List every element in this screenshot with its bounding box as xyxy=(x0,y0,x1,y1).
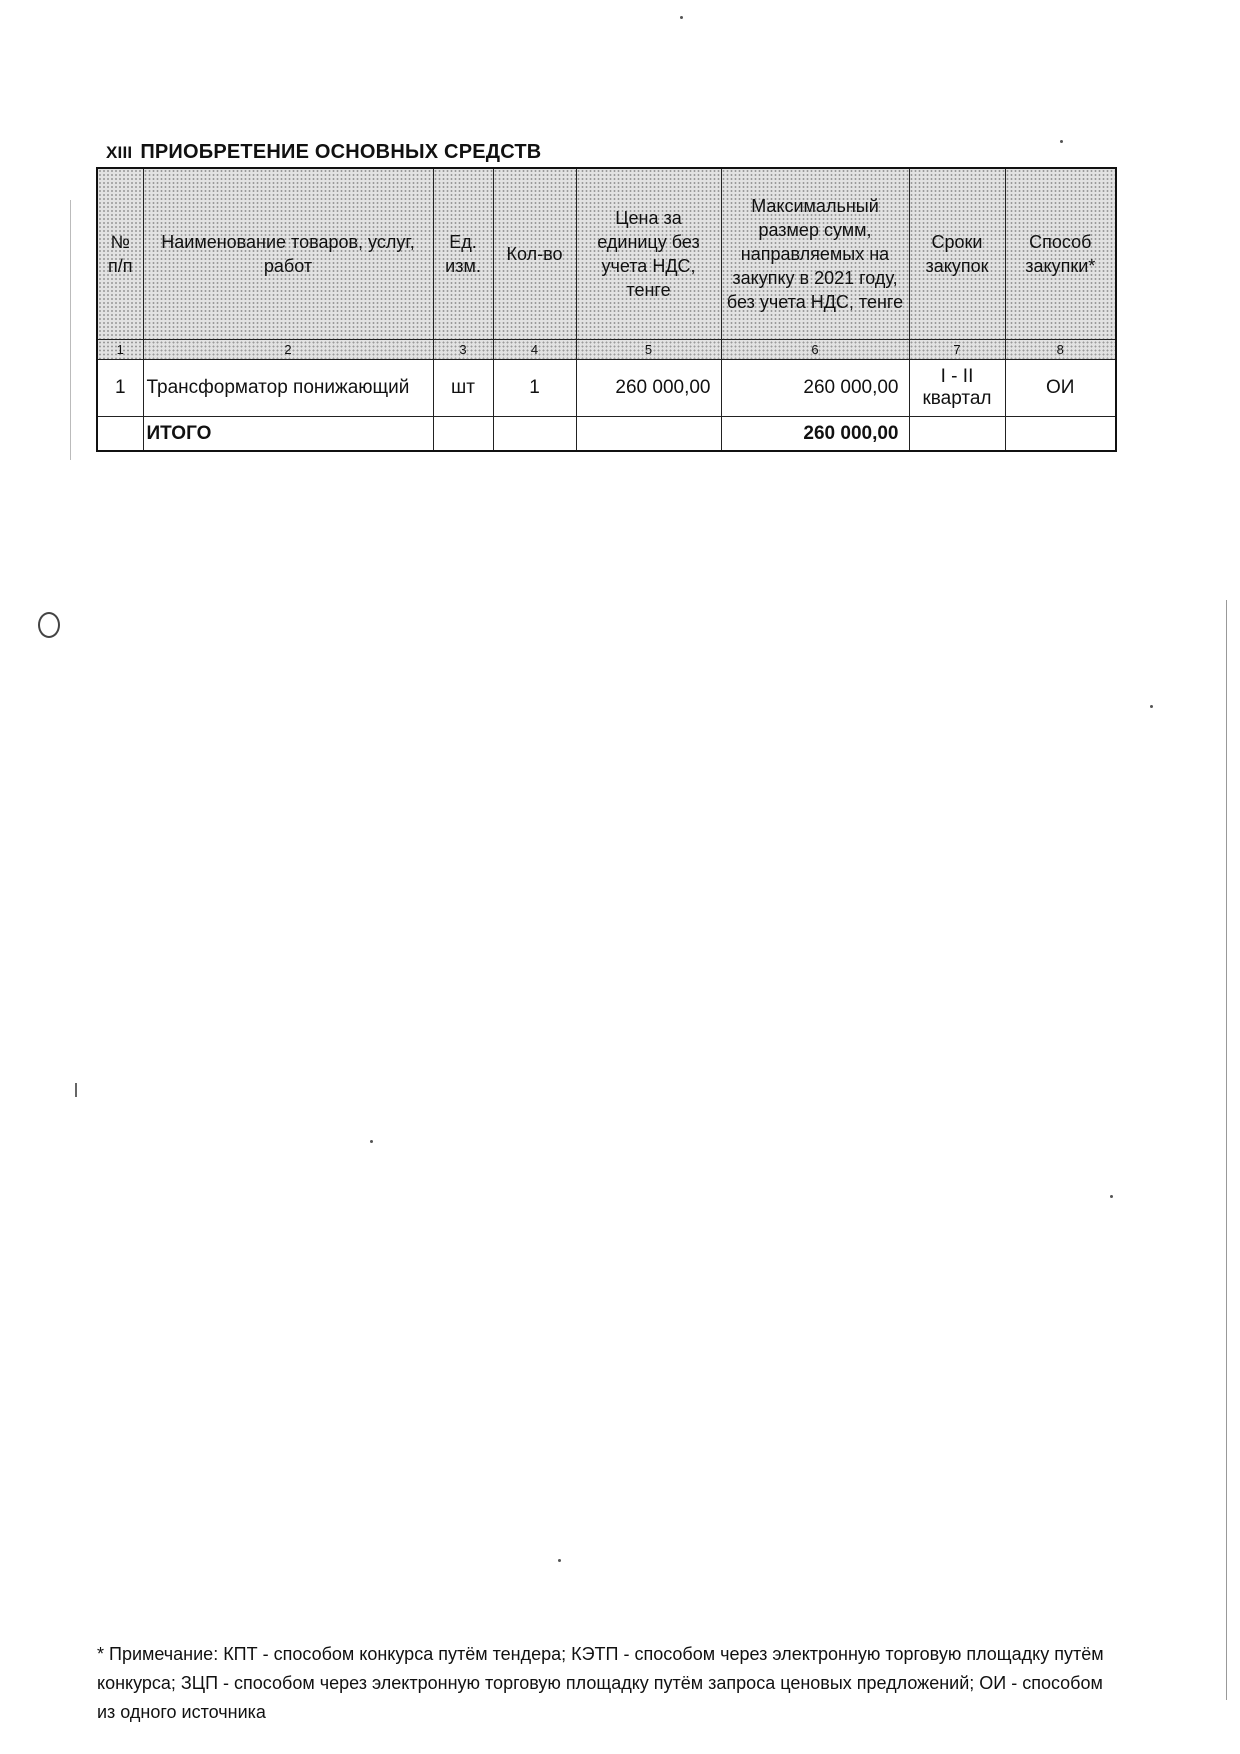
total-row xyxy=(97,417,1116,452)
section-title: ПРИОБРЕТЕНИЕ ОСНОВНЫХ СРЕДСТВ xyxy=(140,141,542,163)
column-number: 6 xyxy=(721,340,909,360)
row-price: 260 000,00 xyxy=(576,360,721,417)
total-empty-cell xyxy=(1005,417,1116,452)
total-empty-cell xyxy=(433,417,493,452)
scan-margin-mark xyxy=(70,200,71,460)
total-empty-cell xyxy=(97,417,143,452)
column-number: 3 xyxy=(433,340,493,360)
row-unit: шт xyxy=(433,360,493,417)
row-no: 1 xyxy=(97,360,143,417)
header-terms: Сроки закупок xyxy=(909,168,1005,340)
header-name: Наименование товаров, услуг, работ xyxy=(143,168,433,340)
header-method: Способ закупки* xyxy=(1005,168,1116,340)
row-method: ОИ xyxy=(1005,360,1116,417)
column-number: 2 xyxy=(143,340,433,360)
row-max-sum: 260 000,00 xyxy=(721,360,909,417)
scan-speck xyxy=(1060,140,1063,143)
header-unit: Ед. изм. xyxy=(433,168,493,340)
section-heading xyxy=(106,141,541,164)
row-terms-line1: I - II xyxy=(940,366,974,387)
column-number: 4 xyxy=(493,340,576,360)
table-header-row xyxy=(97,168,1116,340)
scan-speck xyxy=(75,1083,77,1097)
total-max-sum: 260 000,00 xyxy=(721,417,909,452)
procurement-table xyxy=(96,167,1117,452)
header-max-sum: Максимальный размер сумм, направляемых на закупку в 2021 году, без учета НДС, тенге xyxy=(721,168,909,340)
row-name: Трансформатор понижающий xyxy=(143,360,433,417)
header-no: № п/п xyxy=(97,168,143,340)
total-label: ИТОГО xyxy=(143,417,433,452)
scan-speck xyxy=(1110,1195,1113,1198)
total-empty-cell xyxy=(909,417,1005,452)
hole-punch-mark xyxy=(38,612,60,638)
total-empty-cell xyxy=(493,417,576,452)
header-price: Цена за единицу без учета НДС, тенге xyxy=(576,168,721,340)
scan-speck xyxy=(370,1140,373,1143)
scan-speck xyxy=(680,16,683,19)
row-terms-line2: квартал xyxy=(922,388,992,409)
header-qty: Кол-во xyxy=(493,168,576,340)
column-number: 7 xyxy=(909,340,1005,360)
total-empty-cell xyxy=(576,417,721,452)
column-number: 8 xyxy=(1005,340,1116,360)
row-terms xyxy=(909,360,1005,417)
table-row xyxy=(97,360,1116,417)
column-number-row xyxy=(97,340,1116,360)
row-qty: 1 xyxy=(493,360,576,417)
footnote: * Примечание: КПТ - способом конкурса путём тендера; КЭТП - способом через электронную торговую площадку путём конкурса; ЗЦП - способом через электронную торговую площадку путём запроса ценовых предложений; ОИ - способом из одного источника xyxy=(97,1644,1104,1722)
scan-speck xyxy=(558,1559,561,1562)
column-number: 5 xyxy=(576,340,721,360)
column-number: 1 xyxy=(97,340,143,360)
section-number: XIII xyxy=(106,143,133,162)
scan-speck xyxy=(1150,705,1153,708)
scan-edge-mark xyxy=(1226,600,1227,1700)
